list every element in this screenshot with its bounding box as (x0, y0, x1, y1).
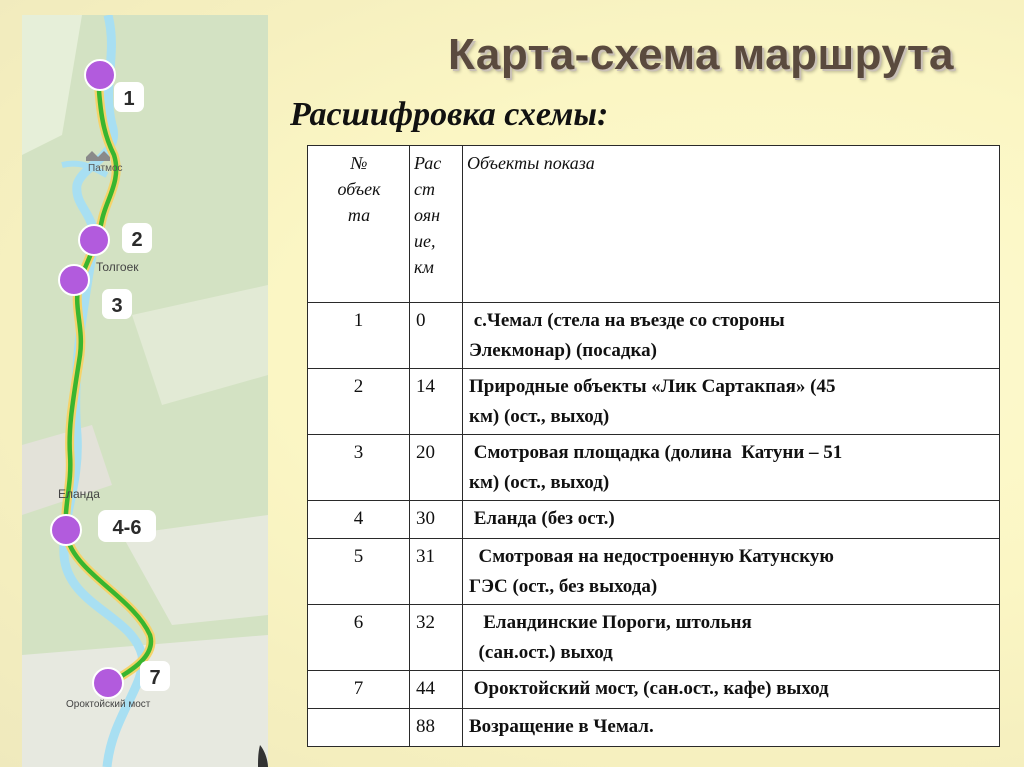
place-label: Патмос (88, 163, 123, 174)
table-row (308, 709, 1000, 747)
row-distance: 44 (410, 671, 463, 709)
row-number: 3 (308, 435, 410, 501)
header-line: Рас (414, 153, 442, 173)
row-number: 2 (308, 369, 410, 435)
row-distance: 20 (410, 435, 463, 501)
row-object (463, 501, 1000, 539)
stop-badge-label: 7 (149, 667, 161, 689)
header-line: № (350, 153, 368, 173)
stop-marker[interactable] (93, 668, 123, 698)
row-number (308, 709, 410, 747)
table-row (308, 369, 1000, 435)
row-object-line: Еланда (без ост.) (469, 508, 615, 529)
row-object (463, 709, 1000, 747)
row-object (463, 605, 1000, 671)
header-distance (410, 146, 463, 303)
row-object-line: (сан.ост.) выход (469, 642, 613, 663)
row-object (463, 303, 1000, 369)
subtitle: Расшифровка схемы: (290, 96, 609, 133)
row-number: 4 (308, 501, 410, 539)
table-row (308, 501, 1000, 539)
row-object-line: Смотровая на недостроенную Катунскую (469, 546, 834, 567)
row-distance: 31 (410, 539, 463, 605)
header-line: объек (337, 179, 381, 199)
row-object (463, 539, 1000, 605)
header-number (308, 146, 410, 303)
row-object-line: Еландинские Пороги, штольня (469, 612, 752, 633)
table-row (308, 303, 1000, 369)
row-object (463, 435, 1000, 501)
row-object-line: км) (ост., выход) (469, 406, 610, 427)
stop-marker[interactable] (79, 225, 109, 255)
place-label: Еланда (58, 487, 100, 501)
route-legend-table (307, 145, 1000, 747)
stop-badge-label: 2 (131, 229, 143, 251)
place-label: Толгоек (96, 260, 139, 274)
header-line: ие, (414, 231, 436, 251)
table-row (308, 435, 1000, 501)
header-line: та (347, 205, 371, 225)
stop-marker[interactable] (59, 265, 89, 295)
row-object-line: с.Чемал (стела на въезде со стороны (469, 310, 785, 331)
stop-marker[interactable] (85, 60, 115, 90)
slide-title: Карта-схема маршрута (448, 30, 954, 79)
table-header-row (308, 146, 1000, 303)
row-object-line: Возращение в Чемал. (469, 716, 654, 737)
row-distance: 30 (410, 501, 463, 539)
table-row (308, 539, 1000, 605)
stop-badge-label: 1 (123, 88, 135, 110)
row-object-line: Природные объекты «Лик Сартакпая» (45 (469, 376, 836, 397)
stop-badge-label: 4-6 (112, 517, 142, 539)
header-line: оян (414, 205, 441, 225)
place-label: Ороктойский мост (66, 699, 151, 710)
row-number: 6 (308, 605, 410, 671)
row-distance: 32 (410, 605, 463, 671)
stop-marker[interactable] (51, 515, 81, 545)
header-line: км (414, 257, 434, 277)
row-object (463, 369, 1000, 435)
row-object-line: ГЭС (ост., без выхода) (469, 576, 658, 597)
table-row (308, 671, 1000, 709)
row-distance: 0 (410, 303, 463, 369)
row-number: 1 (308, 303, 410, 369)
header-objects: Объекты показа (463, 146, 1000, 303)
route-map (22, 15, 268, 767)
row-object-line: Ороктойский мост, (сан.ост., кафе) выход (469, 678, 829, 699)
row-number: 5 (308, 539, 410, 605)
header-line: ст (414, 179, 435, 199)
row-distance: 14 (410, 369, 463, 435)
stop-badge-label: 3 (111, 295, 123, 317)
row-object-line: Элекмонар) (посадка) (469, 340, 657, 361)
row-object-line: км) (ост., выход) (469, 472, 610, 493)
row-distance: 88 (410, 709, 463, 747)
table-row (308, 605, 1000, 671)
row-object (463, 671, 1000, 709)
row-object-line: Смотровая площадка (долина Катуни – 51 (469, 442, 843, 463)
row-number: 7 (308, 671, 410, 709)
